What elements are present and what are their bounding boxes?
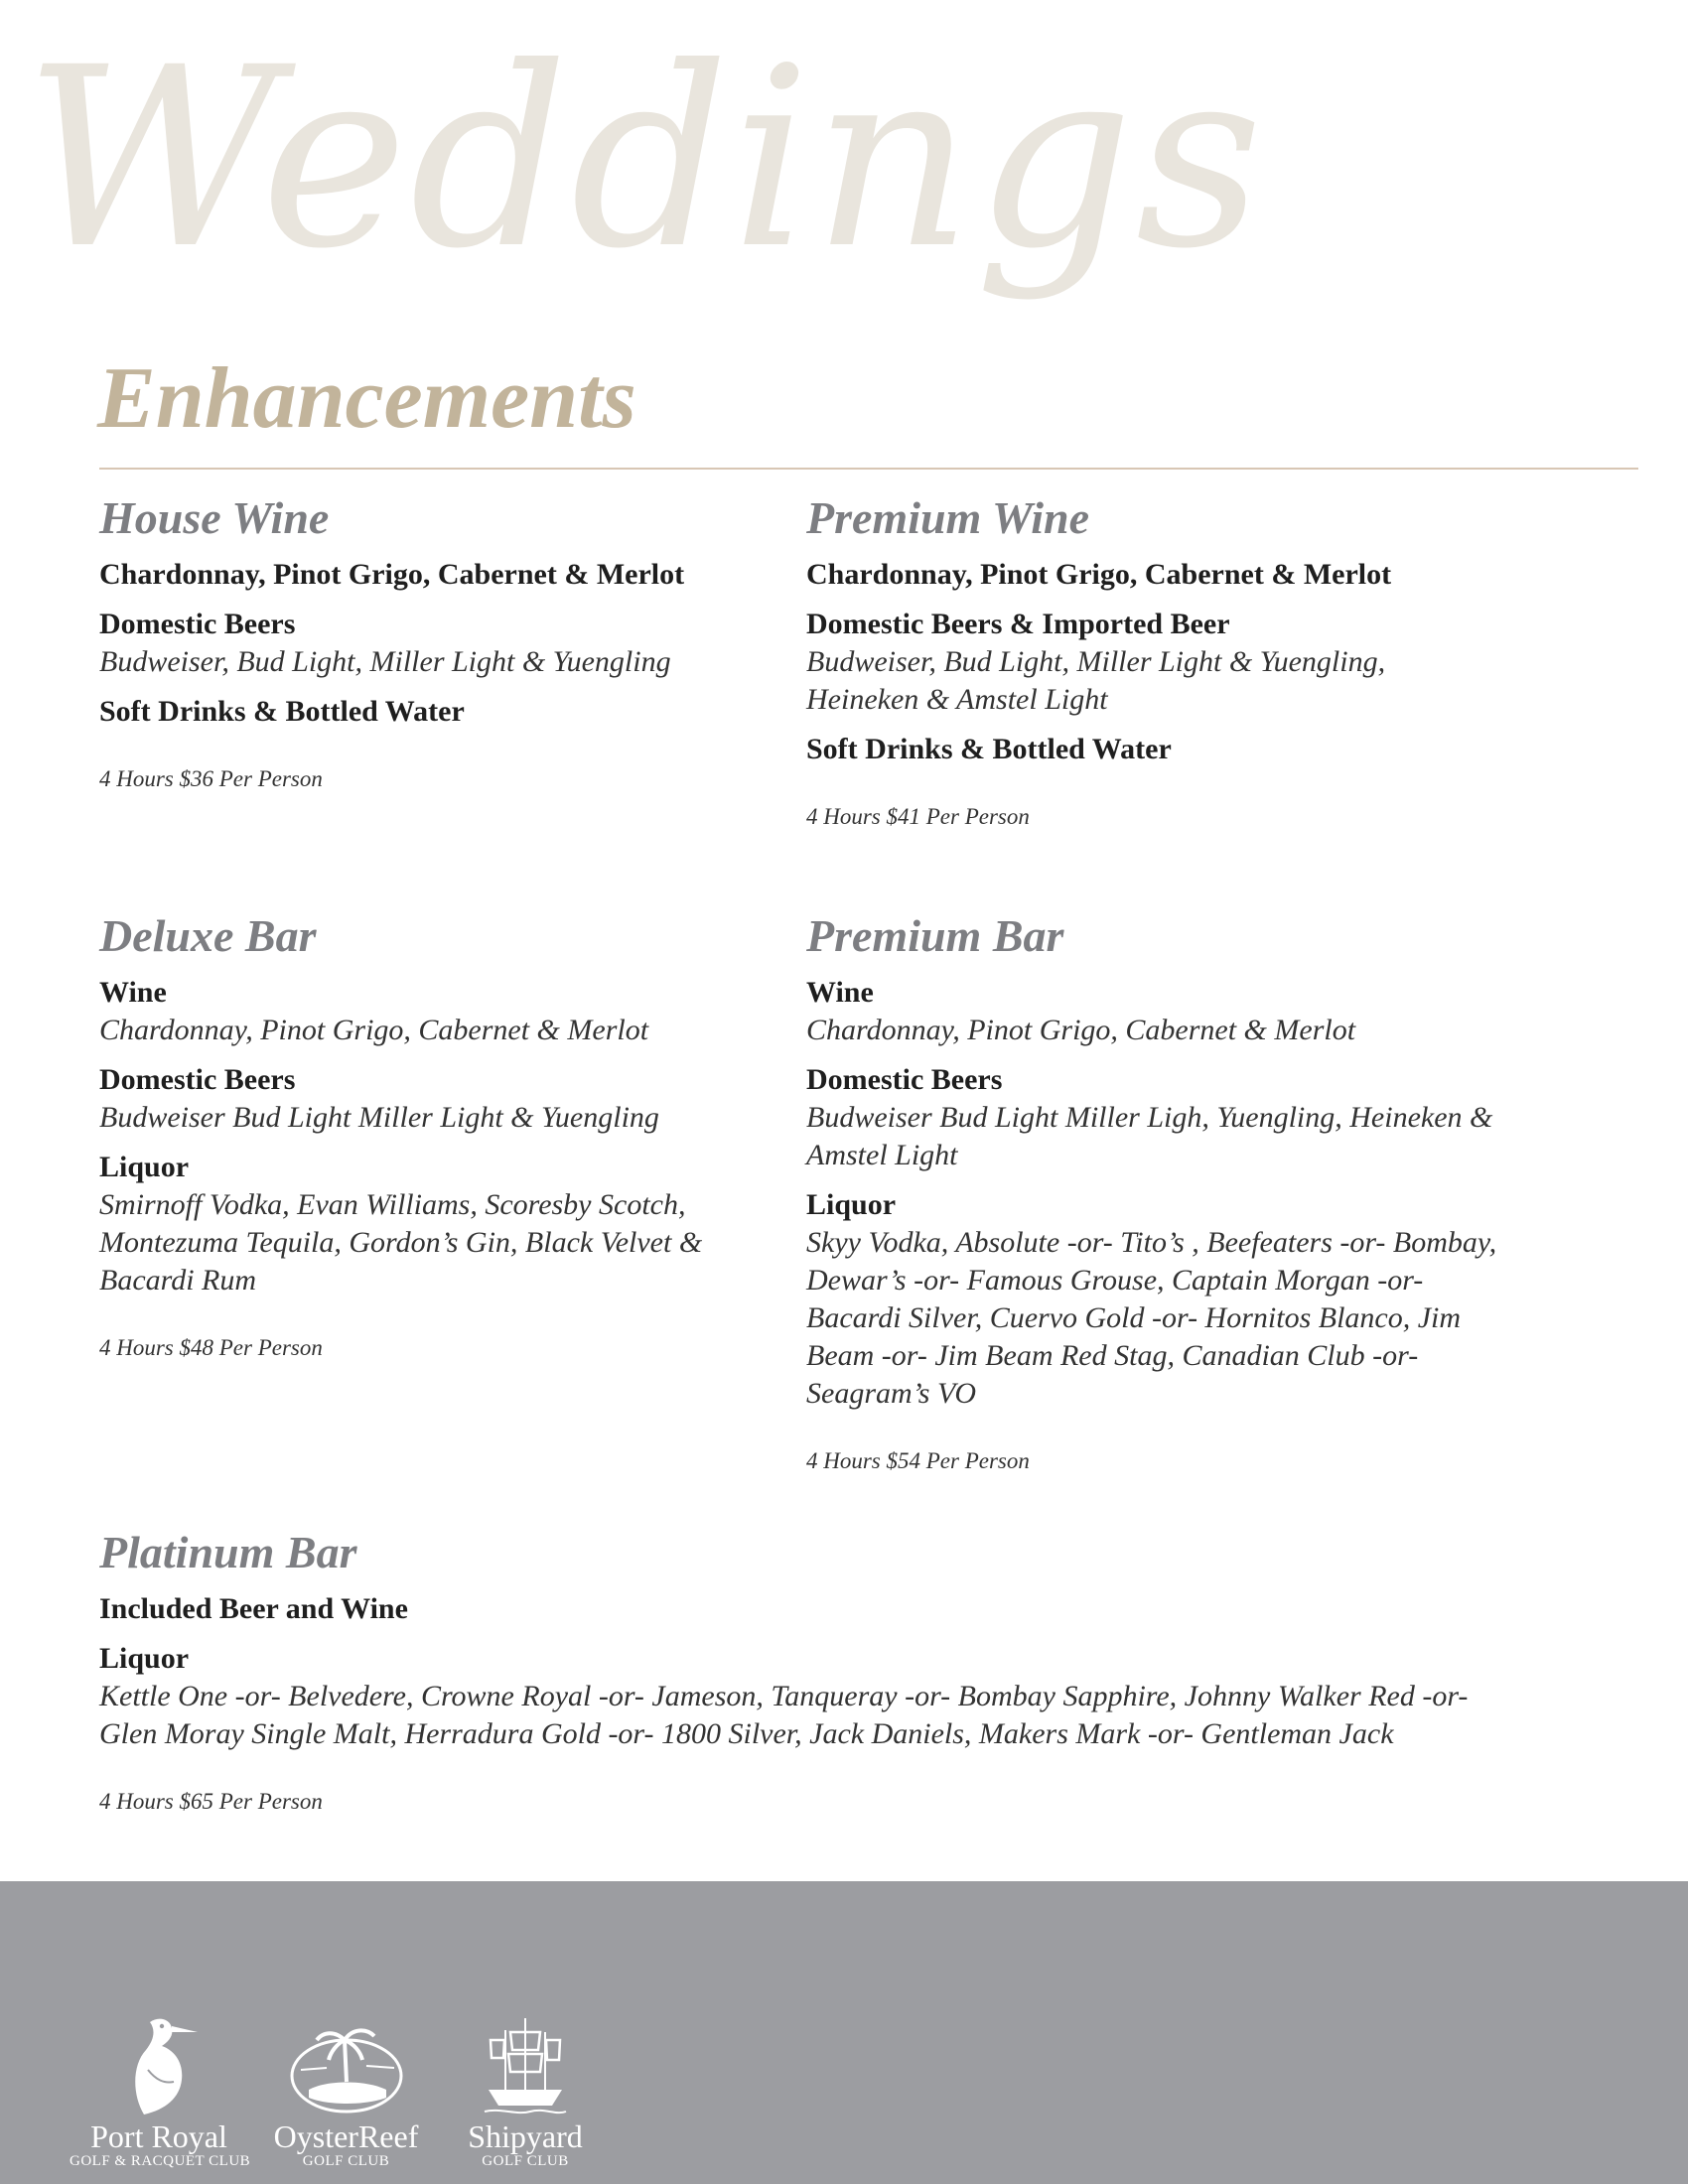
section-title: Premium Wine (806, 492, 1089, 543)
item-title: Soft Drinks & Bottled Water (806, 733, 1172, 765)
logo-name: Shipyard (468, 2118, 583, 2154)
item-detail: Chardonnay, Pinot Grigo, Cabernet & Merlot (99, 1014, 649, 1046)
item-detail: Smirnoff Vodka, Evan Williams, Scoresby Scotch, Montezuma Tequila, Gordon’s Gin, Black Velvet & Bacardi Rum (99, 1188, 703, 1297)
item-title: Domestic Beers & Imported Beer (806, 608, 1230, 640)
section-premium-wine (806, 492, 1481, 832)
price: 4 Hours $65 Per Person (99, 1789, 323, 1814)
section-house-wine (99, 492, 735, 794)
script-title: Weddings (24, 14, 1265, 303)
logo-subtitle: GOLF CLUB (482, 2153, 569, 2169)
item-detail: Budweiser Bud Light Miller Light & Yuengling (99, 1101, 659, 1134)
section-platinum-bar (99, 1527, 1509, 1817)
logo-port-royal (70, 2010, 251, 2170)
item-title: Included Beer and Wine (99, 1592, 408, 1625)
logo-oyster-reef (254, 2010, 438, 2170)
item-title: Domestic Beers (99, 1063, 296, 1096)
title-divider (99, 468, 1638, 470)
item-title: Liquor (99, 1642, 190, 1675)
footer-band (0, 1881, 1688, 2184)
item-title: Liquor (99, 1151, 190, 1183)
logo-name: OysterReef (273, 2118, 419, 2154)
section-title: Deluxe Bar (99, 910, 317, 961)
price: 4 Hours $36 Per Person (99, 766, 323, 791)
section-title: House Wine (99, 492, 330, 543)
item-detail: Kettle One -or- Belvedere, Crowne Royal -or- Jameson, Tanqueray -or- Bombay Sapphire, Johnny Walker Red -or- Glen Moray Single Malt, Herradura Gold -or- 1800 Silver, Jack Daniels, Makers Mark -or- Gentleman Jack (99, 1680, 1469, 1750)
section-deluxe-bar (99, 910, 755, 1363)
heron-icon (70, 2010, 248, 2119)
logo-shipyard (441, 2010, 610, 2170)
logo-subtitle: GOLF CLUB (302, 2153, 390, 2169)
item-title: Soft Drinks & Bottled Water (99, 695, 465, 728)
item-title: Chardonnay, Pinot Grigo, Cabernet & Merlot (806, 558, 1392, 591)
item-detail: Chardonnay, Pinot Grigo, Cabernet & Merlot (806, 1014, 1356, 1046)
item-detail: Skyy Vodka, Absolute -or- Tito’s , Beefeaters -or- Bombay, Dewar’s -or- Famous Grouse, Captain Morgan -or- Bacardi Silver, Cuervo Gold -or- Hornitos Blanco, Jim Beam -or- Jim Beam Red Stag, Canadian Club -or- Seagram’s VO (806, 1226, 1497, 1410)
item-title: Domestic Beers (99, 608, 296, 640)
page-title: Enhancements (97, 350, 636, 447)
section-title: Premium Bar (806, 910, 1064, 961)
item-title: Liquor (806, 1188, 897, 1221)
item-detail: Budweiser, Bud Light, Miller Light & Yuengling (99, 645, 671, 678)
item-title: Domestic Beers (806, 1063, 1003, 1096)
item-title: Wine (806, 976, 874, 1009)
price: 4 Hours $54 Per Person (806, 1448, 1030, 1473)
price: 4 Hours $48 Per Person (99, 1335, 323, 1360)
price: 4 Hours $41 Per Person (806, 804, 1030, 829)
section-premium-bar (806, 910, 1501, 1476)
palm-island-icon (254, 2010, 438, 2119)
item-detail: Budweiser, Bud Light, Miller Light & Yuengling, Heineken & Amstel Light (806, 645, 1386, 716)
sailing-ship-icon (441, 2010, 610, 2119)
logo-name: Port Royal (90, 2118, 227, 2154)
item-detail: Budweiser Bud Light Miller Ligh, Yuengling, Heineken & Amstel Light (806, 1101, 1493, 1171)
section-title: Platinum Bar (99, 1527, 357, 1577)
item-title: Wine (99, 976, 167, 1009)
logo-subtitle: GOLF & RACQUET CLUB (70, 2153, 251, 2169)
item-title: Chardonnay, Pinot Grigo, Cabernet & Merlot (99, 558, 685, 591)
